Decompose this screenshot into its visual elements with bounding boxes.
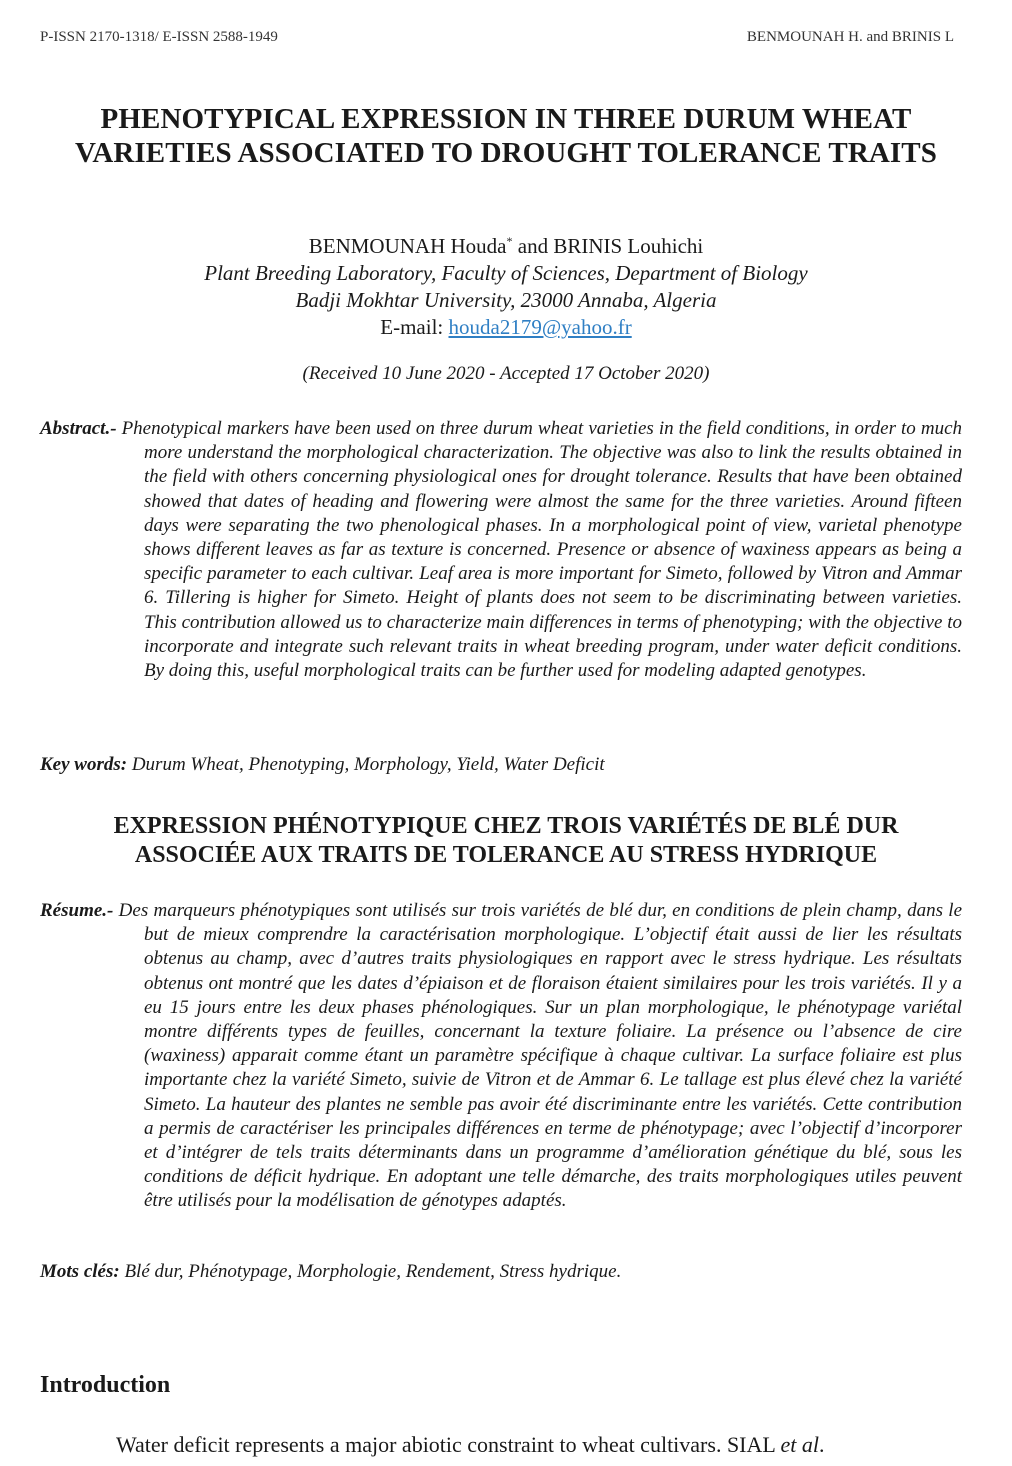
resume (40, 899, 962, 1214)
email-label: E-mail: (380, 315, 449, 339)
abstract-label: Abstract.- (40, 418, 117, 439)
abstract (40, 417, 962, 683)
author-2: and BRINIS Louhichi (512, 234, 704, 258)
introduction-text (40, 1430, 962, 1460)
corresponding-mark: * (506, 234, 513, 248)
affiliation-line-1: Plant Breeding Laboratory, Faculty of Sciences, Department of Biology (204, 261, 808, 285)
mots-cles-label: Mots clés: (40, 1261, 120, 1282)
title-line-2: VARIETIES ASSOCIATED TO DROUGHT TOLERANCE TRAITS (75, 137, 937, 169)
intro-text-start: Water deficit represents a major abiotic constraint to wheat cultivars. SIAL (116, 1432, 781, 1457)
abstract-text: Phenotypical markers have been used on three durum wheat varieties in the field conditions, in order to much more understand the morphological characterization. The objective was also to link the results obtained in the field with others concerning physiological ones for drought tolerance. Results that have been obtained showed that dates of heading and flowering were almost the same for the three varieties. Around fifteen days were separating the two phenological phases. In a morphological point of view, varietal phenotype shows different leaves as far as texture is concerned. Presence or absence of waxiness appears as being a specific parameter to each cultivar. Leaf area is more important for Simeto, followed by Vitron and Ammar 6. Tillering is higher for Simeto. Height of plants does not seem to be discriminating between varieties. This contribution allowed us to characterize main differences in terms of phenotyping; with the objective to incorporate and integrate such relevant traits in wheat breeding program, under water deficit conditions. By doing this, useful morphological traits can be further used for modeling adapted genotypes. (121, 418, 963, 682)
title-line-1: PHENOTYPICAL EXPRESSION IN THREE DURUM WHEAT (100, 103, 912, 135)
mots-cles-text: Blé dur, Phénotypage, Morphologie, Rendement, Stress hydrique. (119, 1261, 622, 1282)
paper-title (40, 102, 972, 170)
email-line (0, 314, 1012, 341)
email-link[interactable]: houda2179@yahoo.fr (448, 315, 632, 339)
intro-text-etal: et al (780, 1432, 820, 1457)
french-title (40, 812, 972, 870)
affiliation-line-2: Badji Mokhtar University, 23000 Annaba, Algeria (295, 288, 717, 312)
keywords (40, 754, 605, 776)
received-dates: (Received 10 June 2020 - Accepted 17 October 2020) (302, 363, 710, 384)
keywords-text: Durum Wheat, Phenotyping, Morphology, Yield, Water Deficit (127, 754, 605, 775)
mots-cles (40, 1261, 621, 1283)
author-1: BENMOUNAH Houda (308, 234, 507, 258)
resume-label: Résume.- (40, 900, 114, 921)
issn-text: P-ISSN 2170-1318/ E-ISSN 2588-1949 (40, 29, 278, 45)
french-title-line-2: ASSOCIÉE AUX TRAITS DE TOLERANCE AU STRESS HYDRIQUE (134, 842, 878, 868)
author-block (0, 228, 1012, 341)
running-header (40, 29, 954, 46)
running-authors: BENMOUNAH H. and BRINIS L (746, 29, 954, 45)
intro-text-end: . (819, 1432, 825, 1457)
author-names (0, 228, 1012, 260)
resume-text: Des marqueurs phénotypiques sont utilisés sur trois variétés de blé dur, en conditions de plein champ, dans le but de mieux comprendre la caractérisation morphologique. L’objectif était aussi de lier les résultats obtenus au champ, avec d’autres traits physiologiques en rapport avec le stress hydrique. Les résultats obtenus ont montré que les dates d’épiaison et de floraison étaient similaires pour les trois variétés. Il y a eu 15 jours entre les deux phases phénologiques. Sur un plan morphologique, le phénotypage variétal montre différents types de feuilles, concernant la texture foliaire. La présence ou l’absence de cire (waxiness) apparait comme étant un paramètre spécifique à chaque cultivar. La surface foliaire est plus importante chez la variété Simeto, suivie de Vitron et de Ammar 6. Le tallage est plus élevé chez la variété Simeto. La hauteur des plantes ne semble pas avoir été discriminante entre les variétés. Cette contribution a permis de caractériser les principales différences en terme de phénotypage; avec l’objectif d’incorporer et d’intégrer de tels traits déterminants dans un programme d’amélioration génétique du blé, sous les conditions de déficit hydrique. En adoptant une telle démarche, des traits morphologiques utiles peuvent être utilisés pour la modélisation de génotypes adaptés. (118, 900, 963, 1212)
french-title-line-1: EXPRESSION PHÉNOTYPIQUE CHEZ TROIS VARIÉTÉS DE BLÉ DUR (113, 813, 899, 839)
keywords-label: Key words: (40, 754, 128, 775)
introduction-heading: Introduction (40, 1372, 171, 1398)
